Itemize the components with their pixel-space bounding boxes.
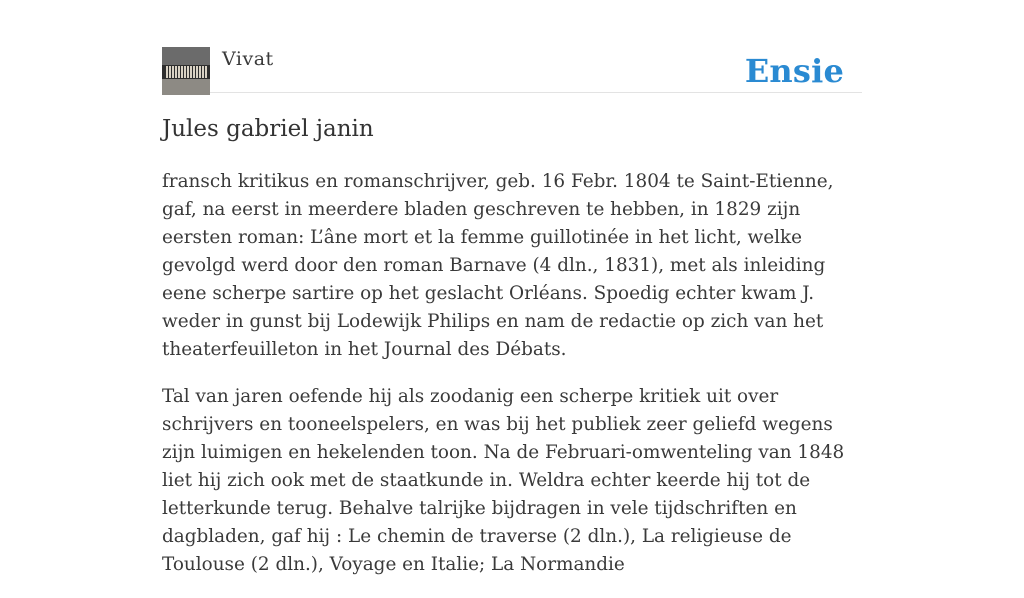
header — [162, 46, 862, 93]
paragraph: Tal van jaren oefende hij als zoodanig een scherpe kritiek uit over schrijvers en tooneelspelers, en was bij het publiek zeer geliefd wegens zijn luimigen en hekelenden toon. Na de Februari-omwenteling van 1848 liet hij zich ook met de staatkunde in. Weldra echter keerde hij tot de letterkunde terug. Behalve talrijke bijdragen in vele tijdschriften en dagbladen, gaf hij : Le chemin de traverse (2 dln.), La religieuse de Toulouse (2 dln.), Voyage en Italie; La Normandie — [162, 386, 845, 575]
article-page — [162, 0, 862, 575]
brand-logo[interactable]: Ensie — [744, 52, 844, 90]
author-name[interactable]: Vivat — [222, 48, 274, 70]
paragraph: fransch kritikus en romanschrijver, geb. 16 Febr. 1804 te Saint-Etienne, gaf, na eerst in meerdere bladen geschreven te hebben, in 1829 zijn eersten roman: L’âne mort et la femme guillotinée in het licht, welke gevolgd werd door den roman Barnave (4 dln., 1831), met als inleiding eene scherpe sartire op het geslacht Orléans. Spoedig echter kwam J. weder in gunst bij Lodewijk Philips en nam de redactie op zich van het theaterfeuilleton in het Journal des Débats. — [162, 171, 834, 360]
article-title: Jules gabriel janin — [162, 116, 374, 142]
bookshelf-avatar-icon — [162, 47, 210, 95]
avatar[interactable] — [162, 47, 210, 95]
article-body — [162, 168, 862, 598]
